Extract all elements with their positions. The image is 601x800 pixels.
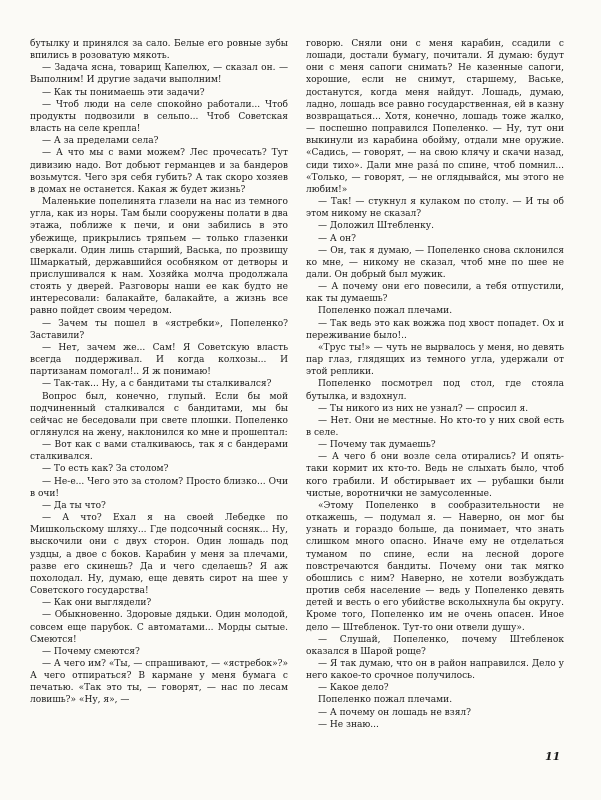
- paragraph: — Не знаю...: [318, 719, 379, 730]
- paragraph: — Не-е... Чего это за столом? Просто близко... Очи в очи!: [30, 476, 288, 499]
- paragraph: — Так-так... Ну, а с бандитами ты сталкивался?: [42, 379, 272, 390]
- paragraph: — А что? Ехал я на своей Лебедке по Мишкольскому шляху... Где подсочный сосняк... Ну, выскочили они с двух сторон. Один лошадь под уздцы, а двое с боков. Карабин у меня за плечами, разве его скинешь? Да и чего сделаешь? Я аж похолодал. Ну, думаю, еще девять сирот на шее у Советского государства!: [30, 513, 288, 597]
- paragraph: — А что мы с вами можем? Лес прочесать? Тут дивизию надо. Вот добьют германцев и за бандеров возьмутся. Чего зря себя губить? А так скоро хозяев в домах не останется. Какая ж будет жизнь?: [30, 148, 288, 195]
- paragraph: Попеленко пожал плечами.: [318, 695, 453, 706]
- paragraph: — Какое дело?: [318, 683, 389, 694]
- paragraph: — Доложил Штебленку.: [318, 221, 435, 232]
- paragraph: — Так ведь это как вожжа под хвост попадет. Ох и переживание было!..: [306, 318, 564, 341]
- paragraph: — Вот как с вами сталкиваюсь, так я с бандерами сталкивался.: [30, 440, 288, 463]
- paragraph: бутылку и принялся за сало. Белые его ровные зубы впились в розоватую мякоть.: [30, 39, 288, 62]
- paragraph: — Он, так я думаю, — Попеленко снова склонился ко мне, — никому не сказал, чтоб мне по шее не дали. Он добрый был мужик.: [306, 245, 564, 280]
- paragraph: «Этому Попеленко в сообразительности не откажешь, — подумал я. — Наверно, он мог бы узнать и гораздо больше, да понимает, что знать слишком много опасно. Иначе ему не отделаться туманом по спине, если на лесной дороге повстречаются бандиты. Почему они так мягко обошлись с ним? Наверно, не хотели возбуждать против себя население — ведь у Попеленко девять детей и весть о его убийстве всколыхнула бы округу. Кроме того, Попеленко им не очень опасен. Иное дело — Штебленок. Тут-то они отвели душу».: [306, 500, 564, 633]
- paragraph: — Ты никого из них не узнал? — спросил я.: [318, 403, 529, 414]
- paragraph: — А почему он лошадь не взял?: [318, 707, 472, 718]
- paragraph: — Обыкновенно. Здоровые дядьки. Один молодой, совсем еще парубок. С автоматами... Морды сытые. Смеются!: [30, 610, 288, 645]
- paragraph: — А почему они его повесили, а тебя отпустили, как ты думаешь?: [306, 282, 564, 305]
- paragraph: — А чего б они возле села отирались? И опять-таки кормит их кто-то. Ведь не слыхать было, чтоб кого грабили. И обстирывает их — рубашки были чистые, воротнички не замусоленные.: [306, 452, 564, 499]
- paragraph: — Нет. Они не местные. Но кто-то у них свой есть в селе.: [306, 415, 564, 438]
- paragraph: — Как они выглядели?: [42, 598, 152, 609]
- paragraph: — Так! — стукнул я кулаком по столу. — И ты об этом никому не сказал?: [306, 197, 564, 220]
- page-number: 11: [545, 750, 561, 763]
- paragraph: — Слушай, Попеленко, почему Штебленок оказался в Шарой роще?: [306, 634, 564, 657]
- paragraph: говорю. Сняли они с меня карабин, ссадили с лошади, достали бумагу, почитали. Я думаю: будут они с меня сапоги снимать? Не казенные сапоги, хорошие, если не снимут, старшему, Ваське, достанутся, когда меня найдут. Лошадь, думаю, ладно, лошадь все равно государственная, ей в казну возвращаться... Хотя, конечно, лошадь тоже жалко, — поспешно поправился Попеленко. — Ну, тут они выкинули из карабина обойму, отдали мне оружие. «Садись, — говорят, — на свою клячу и скачи назад, сиди тихо». Дали мне разá по спине, чтоб помнил... «Только, — говорят, — не оглядывайся, мы этого не любим!»: [306, 39, 564, 195]
- paragraph: — Нет, зачем же... Сам! Я Советскую власть всегда поддерживал. И когда колхозы... И партизанам помогал!.. Я ж понимаю!: [30, 342, 288, 378]
- paragraph: — А за пределами села?: [42, 136, 159, 147]
- paragraph: — Как ты понимаешь эти задачи?: [42, 87, 205, 98]
- left-column: [30, 38, 288, 707]
- paragraph: — Почему смеются?: [42, 646, 140, 657]
- paragraph: Маленькие попелинята глазели на нас из темного угла, как из норы. Там были сооружены полати в два этажа, поближе к печи, и они забились в это убежище, прикрылись тряпьем — только глазенки сверкали. Один лишь старший, Васька, по прозвищу Шмаркатый, державшийся особняком от детворы и прислушивался к нам. Хозяйка молча продолжала стоять у дверей. Разговоры наши ее как будто не интересовали: балакайте, балакайте, а жизнь все равно пойдет своим чередом.: [30, 197, 288, 317]
- paragraph: — Я так думаю, что он в район направился. Дело у него какое-то срочное получилось.: [306, 658, 564, 682]
- paragraph: — Зачем ты пошел в «ястребки», Попеленко? Заставили?: [30, 318, 288, 341]
- right-column: [306, 38, 564, 731]
- paragraph: Попеленко посмотрел под стол, где стояла бутылка, и вздохнул.: [306, 379, 564, 402]
- paragraph: — Чтоб люди на селе спокойно работали... Чтоб продукты подвозили в сельпо... Чтоб Советская власть на селе крепла!: [30, 99, 288, 135]
- paragraph: — Задача ясна, товарищ Капелюх, — сказал он. — Выполним! И другие задачи выполним!: [30, 63, 288, 86]
- paragraph: «Трус ты!» — чуть не вырвалось у меня, но девять пар глаз, глядящих из темного угла, удержали от этой реплики.: [306, 342, 564, 378]
- paragraph: — То есть как? За столом?: [42, 464, 169, 475]
- paragraph: — Да ты что?: [42, 500, 106, 511]
- paragraph: Вопрос был, конечно, глупый. Если бы мой подчиненный сталкивался с бандитами, мы бы сейчас не беседовали при свете плошки. Попеленко оглянулся на жену, наклонился ко мне и прошептал:: [30, 391, 288, 438]
- paragraph: — Почему так думаешь?: [318, 440, 436, 451]
- paragraph: — А чего им? «Ты, — спрашивают, — «ястребок»?» А чего отпираться? В кармане у меня бумага с печатью. «Так это ты, — говорят, — нас по лесам ловишь?» «Ну, я», —: [30, 658, 288, 706]
- paragraph: — А он?: [318, 233, 356, 244]
- paragraph: Попеленко пожал плечами.: [318, 306, 453, 317]
